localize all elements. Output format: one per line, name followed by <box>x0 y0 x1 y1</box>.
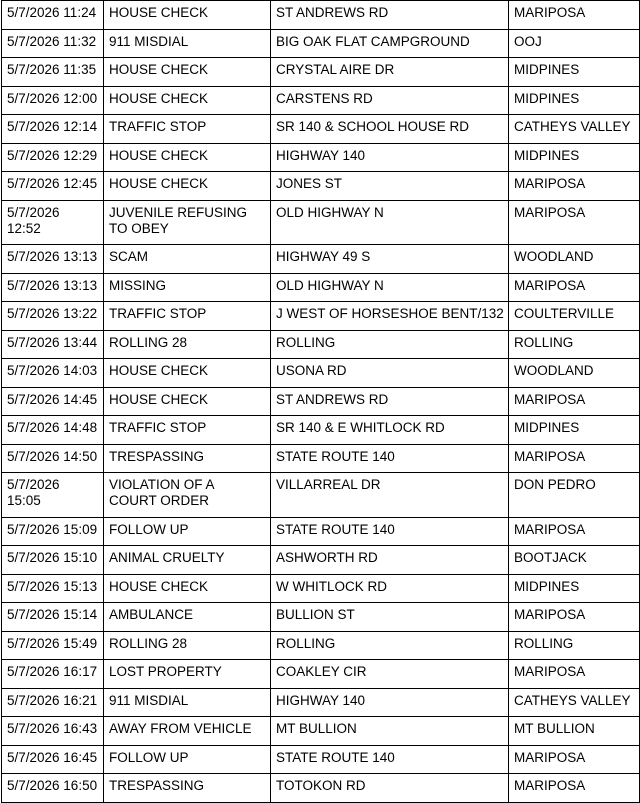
table-row <box>2 473 640 518</box>
call-type-cell: TRAFFIC STOP <box>104 302 271 331</box>
datetime-cell: 5/7/2026 14:50 <box>2 444 104 473</box>
community-cell: MARIPOSA <box>509 517 640 546</box>
location-cell: CARSTENS RD <box>271 86 509 115</box>
datetime-cell: 5/7/2026 16:17 <box>2 660 104 689</box>
community-cell: MIDPINES <box>509 143 640 172</box>
datetime-cell: 5/7/2026 11:32 <box>2 29 104 58</box>
call-type-cell: ROLLING 28 <box>104 330 271 359</box>
table-row <box>2 546 640 575</box>
datetime-cell: 5/7/2026 15:09 <box>2 517 104 546</box>
table-row <box>2 387 640 416</box>
community-cell: DON PEDRO <box>509 473 640 518</box>
community-cell: MIDPINES <box>509 86 640 115</box>
datetime-cell: 5/7/2026 13:13 <box>2 273 104 302</box>
call-type-cell: HOUSE CHECK <box>104 387 271 416</box>
community-cell: MARIPOSA <box>509 200 640 245</box>
table-row <box>2 444 640 473</box>
community-cell: MARIPOSA <box>509 1 640 30</box>
location-cell: BIG OAK FLAT CAMPGROUND <box>271 29 509 58</box>
table-row <box>2 330 640 359</box>
community-cell: CATHEYS VALLEY <box>509 115 640 144</box>
call-type-cell: TRAFFIC STOP <box>104 416 271 445</box>
call-type-cell: HOUSE CHECK <box>104 172 271 201</box>
community-cell: MARIPOSA <box>509 444 640 473</box>
location-cell: ASHWORTH RD <box>271 546 509 575</box>
call-type-cell: HOUSE CHECK <box>104 1 271 30</box>
call-type-cell: FOLLOW UP <box>104 517 271 546</box>
table-row <box>2 245 640 274</box>
datetime-cell: 5/7/2026 11:24 <box>2 1 104 30</box>
call-type-cell: SCAM <box>104 245 271 274</box>
table-row <box>2 416 640 445</box>
community-cell: MT BULLION <box>509 717 640 746</box>
table-row <box>2 745 640 774</box>
location-cell: STATE ROUTE 140 <box>271 444 509 473</box>
community-cell: ROLLING <box>509 631 640 660</box>
community-cell: OOJ <box>509 29 640 58</box>
table-row <box>2 631 640 660</box>
table-row <box>2 273 640 302</box>
datetime-cell: 5/7/2026 12:52 <box>2 200 104 245</box>
datetime-cell: 5/7/2026 11:35 <box>2 58 104 87</box>
table-row <box>2 517 640 546</box>
community-cell: MARIPOSA <box>509 660 640 689</box>
community-cell: MARIPOSA <box>509 745 640 774</box>
call-type-cell: TRESPASSING <box>104 444 271 473</box>
location-cell: JONES ST <box>271 172 509 201</box>
location-cell: HIGHWAY 140 <box>271 143 509 172</box>
table-row <box>2 603 640 632</box>
datetime-cell: 5/7/2026 15:13 <box>2 574 104 603</box>
community-cell: COULTERVILLE <box>509 302 640 331</box>
datetime-cell: 5/7/2026 13:22 <box>2 302 104 331</box>
datetime-cell: 5/7/2026 12:14 <box>2 115 104 144</box>
call-type-cell: HOUSE CHECK <box>104 574 271 603</box>
call-type-cell: FOLLOW UP <box>104 745 271 774</box>
datetime-cell: 5/7/2026 16:45 <box>2 745 104 774</box>
table-row <box>2 86 640 115</box>
location-cell: OLD HIGHWAY N <box>271 200 509 245</box>
table-row <box>2 660 640 689</box>
table-row <box>2 1 640 30</box>
community-cell: MIDPINES <box>509 416 640 445</box>
community-cell: MARIPOSA <box>509 387 640 416</box>
incident-log-table <box>1 0 640 803</box>
datetime-cell: 5/7/2026 13:13 <box>2 245 104 274</box>
call-type-cell: ANIMAL CRUELTY <box>104 546 271 575</box>
location-cell: USONA RD <box>271 359 509 388</box>
location-cell: VILLARREAL DR <box>271 473 509 518</box>
community-cell: BOOTJACK <box>509 546 640 575</box>
datetime-cell: 5/7/2026 12:45 <box>2 172 104 201</box>
call-type-cell: TRAFFIC STOP <box>104 115 271 144</box>
location-cell: ROLLING <box>271 631 509 660</box>
location-cell: W WHITLOCK RD <box>271 574 509 603</box>
location-cell: J WEST OF HORSESHOE BENT/132 <box>271 302 509 331</box>
location-cell: ST ANDREWS RD <box>271 387 509 416</box>
table-row <box>2 200 640 245</box>
table-row <box>2 717 640 746</box>
community-cell: CATHEYS VALLEY <box>509 688 640 717</box>
location-cell: ST ANDREWS RD <box>271 1 509 30</box>
table-row <box>2 359 640 388</box>
community-cell: WOODLAND <box>509 359 640 388</box>
call-type-cell: AWAY FROM VEHICLE <box>104 717 271 746</box>
table-row <box>2 172 640 201</box>
call-type-cell: HOUSE CHECK <box>104 58 271 87</box>
call-type-cell: VIOLATION OF A COURT ORDER <box>104 473 271 518</box>
datetime-cell: 5/7/2026 14:48 <box>2 416 104 445</box>
datetime-cell: 5/7/2026 16:21 <box>2 688 104 717</box>
table-row <box>2 115 640 144</box>
community-cell: MARIPOSA <box>509 172 640 201</box>
location-cell: COAKLEY CIR <box>271 660 509 689</box>
location-cell: STATE ROUTE 140 <box>271 517 509 546</box>
location-cell: SR 140 & SCHOOL HOUSE RD <box>271 115 509 144</box>
datetime-cell: 5/7/2026 15:14 <box>2 603 104 632</box>
table-row <box>2 29 640 58</box>
incident-log-body <box>2 1 640 803</box>
community-cell: MARIPOSA <box>509 273 640 302</box>
datetime-cell: 5/7/2026 12:29 <box>2 143 104 172</box>
community-cell: MIDPINES <box>509 58 640 87</box>
location-cell: HIGHWAY 49 S <box>271 245 509 274</box>
call-type-cell: HOUSE CHECK <box>104 143 271 172</box>
datetime-cell: 5/7/2026 15:05 <box>2 473 104 518</box>
location-cell: OLD HIGHWAY N <box>271 273 509 302</box>
call-type-cell: HOUSE CHECK <box>104 359 271 388</box>
community-cell: MARIPOSA <box>509 603 640 632</box>
datetime-cell: 5/7/2026 14:45 <box>2 387 104 416</box>
datetime-cell: 5/7/2026 13:44 <box>2 330 104 359</box>
call-type-cell: JUVENILE REFUSING TO OBEY <box>104 200 271 245</box>
table-row <box>2 574 640 603</box>
community-cell: WOODLAND <box>509 245 640 274</box>
table-row <box>2 143 640 172</box>
table-row <box>2 688 640 717</box>
community-cell: MARIPOSA <box>509 774 640 803</box>
location-cell: SR 140 & E WHITLOCK RD <box>271 416 509 445</box>
datetime-cell: 5/7/2026 15:49 <box>2 631 104 660</box>
location-cell: HIGHWAY 140 <box>271 688 509 717</box>
call-type-cell: MISSING <box>104 273 271 302</box>
call-type-cell: AMBULANCE <box>104 603 271 632</box>
call-type-cell: HOUSE CHECK <box>104 86 271 115</box>
location-cell: BULLION ST <box>271 603 509 632</box>
table-row <box>2 302 640 331</box>
datetime-cell: 5/7/2026 16:43 <box>2 717 104 746</box>
datetime-cell: 5/7/2026 14:03 <box>2 359 104 388</box>
datetime-cell: 5/7/2026 12:00 <box>2 86 104 115</box>
datetime-cell: 5/7/2026 15:10 <box>2 546 104 575</box>
community-cell: MIDPINES <box>509 574 640 603</box>
location-cell: CRYSTAL AIRE DR <box>271 58 509 87</box>
call-type-cell: ROLLING 28 <box>104 631 271 660</box>
call-type-cell: 911 MISDIAL <box>104 688 271 717</box>
datetime-cell: 5/7/2026 16:50 <box>2 774 104 803</box>
location-cell: MT BULLION <box>271 717 509 746</box>
community-cell: ROLLING <box>509 330 640 359</box>
call-type-cell: LOST PROPERTY <box>104 660 271 689</box>
location-cell: ROLLING <box>271 330 509 359</box>
location-cell: STATE ROUTE 140 <box>271 745 509 774</box>
location-cell: TOTOKON RD <box>271 774 509 803</box>
call-type-cell: TRESPASSING <box>104 774 271 803</box>
table-row <box>2 58 640 87</box>
call-type-cell: 911 MISDIAL <box>104 29 271 58</box>
